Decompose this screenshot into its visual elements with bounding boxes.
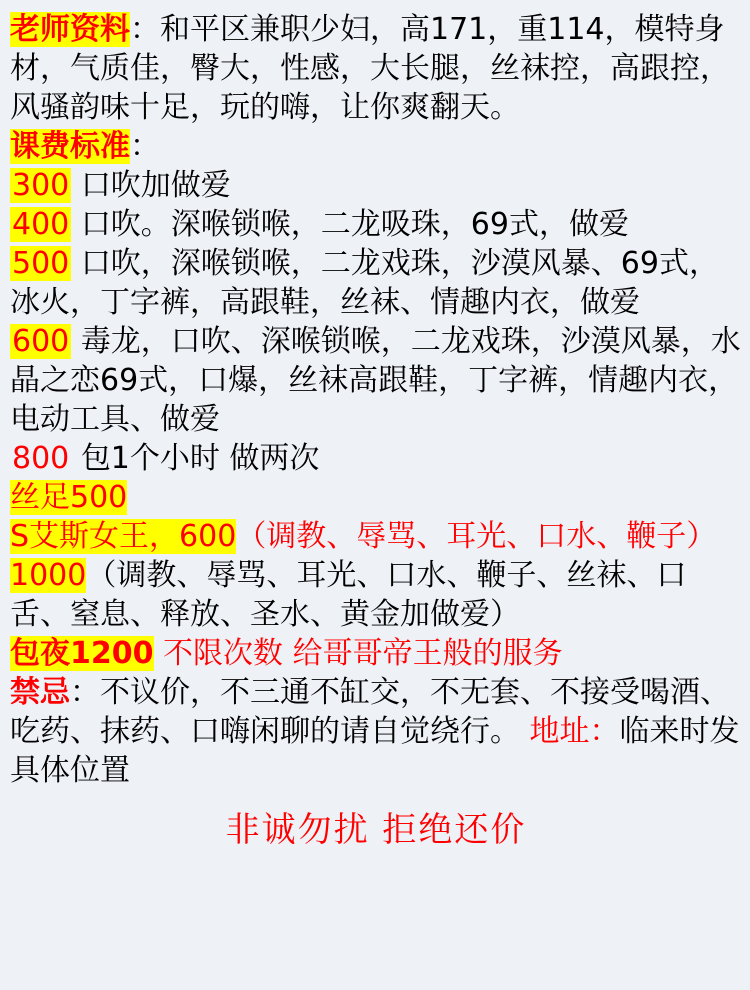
fee-price-400: 400 bbox=[12, 207, 70, 242]
fee-price-600: 600 bbox=[12, 324, 70, 359]
profile-heading-suffix: ： bbox=[130, 12, 160, 47]
fee-item-overnight bbox=[10, 634, 742, 673]
fee-item-queen bbox=[10, 517, 742, 556]
fee-price-800: 800 bbox=[12, 441, 70, 476]
taboo-section bbox=[10, 673, 742, 790]
taboo-body: 不议价，不三通不缸交，不无套、不接受喝酒、吃药、抹药、口嗨闲聊的请自觉绕行。 bbox=[10, 675, 730, 749]
address-label: 地址： bbox=[529, 714, 620, 749]
fee-label-overnight: 包夜1200 bbox=[10, 636, 154, 671]
fees-heading: 课费标准 bbox=[10, 129, 130, 164]
fee-price-500: 500 bbox=[12, 246, 70, 281]
footer-notice: 非诚勿扰 拒绝还价 bbox=[225, 810, 527, 850]
fee-item-300 bbox=[10, 166, 742, 205]
fees-heading-suffix: ： bbox=[130, 129, 160, 164]
fee-item-400 bbox=[10, 205, 742, 244]
fee-item-500 bbox=[10, 244, 742, 322]
fee-desc-1000: （调教、辱骂、耳光、口水、鞭子、丝袜、口舌、窒息、释放、圣水、黄金加做爱） bbox=[10, 558, 687, 632]
profile-body: 和平区兼职少妇，高171，重114，模特身材，气质佳，臀大，性感，大长腿，丝袜控，高跟控，风骚韵味十足，玩的嗨，让你爽翻天。 bbox=[10, 12, 730, 125]
fee-desc-400: 口吹。深喉锁喉，二龙吸珠，69式，做爱 bbox=[80, 207, 629, 242]
fee-label-footjob: 丝足500 bbox=[10, 480, 128, 515]
fee-label-1000: 1000 bbox=[10, 558, 87, 593]
fee-price-300: 300 bbox=[12, 168, 70, 203]
profile-heading: 老师资料 bbox=[10, 12, 130, 47]
fee-desc-800: 包1个小时 做两次 bbox=[80, 441, 320, 476]
taboo-heading-suffix: ： bbox=[70, 675, 100, 710]
fee-desc-overnight: 不限次数 给哥哥帝王般的服务 bbox=[163, 636, 563, 671]
fees-heading-row bbox=[10, 127, 742, 166]
fee-desc-600: 毒龙，口吹、深喉锁喉，二龙戏珠，沙漠风暴，水晶之恋69式，口爆，丝袜高跟鞋，丁字裤，情趣内衣，电动工具、做爱 bbox=[10, 324, 741, 437]
fee-desc-500: 口吹，深喉锁喉，二龙戏珠，沙漠风暴、69式，冰火，丁字裤，高跟鞋，丝袜、情趣内衣，做爱 bbox=[10, 246, 719, 320]
profile-section bbox=[10, 10, 742, 127]
fee-label-queen: S艾斯女王，600 bbox=[10, 519, 237, 554]
taboo-heading: 禁忌 bbox=[10, 675, 70, 710]
address-body: 临来时发具体位置 bbox=[10, 714, 740, 788]
fee-item-1000 bbox=[10, 556, 742, 634]
fee-desc-queen: （调教、辱骂、耳光、口水、鞭子） bbox=[236, 519, 717, 554]
fee-item-footjob bbox=[10, 478, 742, 517]
fee-item-800 bbox=[10, 439, 742, 478]
fee-item-600 bbox=[10, 322, 742, 439]
fee-desc-300: 口吹加做爱 bbox=[80, 168, 231, 203]
